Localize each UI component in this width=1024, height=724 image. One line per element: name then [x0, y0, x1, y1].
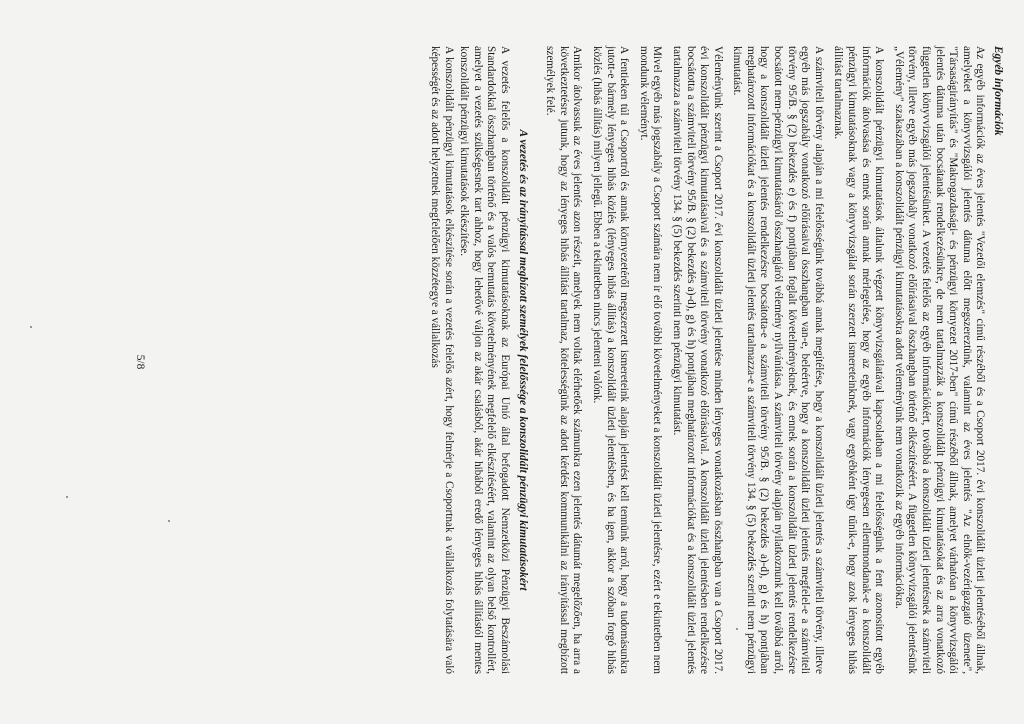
section-heading-other-information: Egyéb információk [992, 46, 1004, 136]
paragraph: Mivel egyéb más jogszabály a Csoport számára nem ír elő további követelményeket a konszolidált üzleti jelentésre, ezért e tekintetben nem mondunk véleményt. [637, 46, 664, 674]
paragraph: A vezetés felelős a konszolidált pénzügyi kimutatásoknak az Európai Unió által befogadott Nemzetközi Pénzügyi Beszámolási Standardokkal összhangban történő és a valós bemutatás követelményének megfelelő elkészítéséért, valamint az olyan belső kontrollért, amelyet a vezetés szükségesnek tart ahhoz, hogy lehetővé váljon az akár csalásból, akár hibából eredő lényeges hibás állítástól mentes konszolidált pénzügyi kimutatások elkészítése. [458, 46, 511, 674]
paragraph: Amikor átolvassuk az éves jelentés azon részeit, amelyek nem voltak elérhetőek számunkra ezen jelentés dátumát megelőzően, ha arra a következtetésre jutunk, hogy az lényeges hibás állítást tartalmaz, kötelességünk az adott kérdést kommunikálni az irányítással megbízott személyek felé. [544, 46, 584, 674]
section-heading-management-responsibility: A vezetés és az irányítással megbízott személyek felelőssége a konszolidált pénzügyi kimutatásokért [516, 129, 529, 591]
paragraph: A konszolidált pénzügyi kimutatások elkészítése során a vezetés felelős azért, hogy felmérje a Csoportnak a vállalkozás folytatására való képességét és az adott helyzetnek megfelelően közzétegye a vállalkozás [429, 46, 455, 674]
paragraph: A fentieken túl a Csoportról és annak környezetéről megszerzett ismereteink alapján jelentést kell tennünk arról, hogy a tudomásunkra jutott-e bármely lényeges hibás közlés (lényeges hibás állítás) a konszolidált üzleti jelentésben, és ha igen, akkor a szóban forgó hibás közlés (hibás állítás) milyen jellegű. Ebben a tekintetben nincs jelenteni valónk. [590, 46, 631, 674]
page-number: 5/8 [134, 354, 146, 370]
paragraph: Az egyéb információk az éves jelentés "Vezetői elemzés" című részéből és a Csoport 2017. évi konszolidált üzleti jelentéséből állnak, amelyeket a könyvvizsgálói jelentés dátuma előtt megszereztünk, valamint az éves jelentés "Az elnök-vezérigazgató üzenete", "Társaságirányítás" és "Makrogazdasági- és pénzügyi környezet 2017-ben" című részéből állnak, amelyet várhatóan a könyvvizsgálói jelentés dátuma után bocsátanak rendelkezésünkre, de nem tartalmazzák a konszolidált pénzügyi kimutatásokat és az arra vonatkozó független könyvvizsgálói jelentésünket. A vezetés felelős az egyéb információkért, továbbá a konszolidált üzleti jelentésnek a számviteli törvény, illetve egyéb más jogszabály vonatkozó előírásaival összhangban történő elkészítéséért. A független könyvvizsgálói jelentésünk „Vélemény" szakaszában a konszolidált pénzügyi kimutatásokra adott véleményünk nem vonatkozik az egyéb információkra. [892, 46, 987, 674]
page-content [425, 46, 1004, 674]
scan-speck [30, 326, 32, 328]
paragraph: A számviteli törvény alapján a mi felelősségünk továbbá annak megítélése, hogy a konszolidált üzleti jelentés a számviteli törvény, illetve egyéb más jogszabály vonatkozó előírásaival összhangban van-e, beleértve, hogy a konszolidált üzleti jelentés megfelel-e a számviteli törvény 95/B. § (2) bekezdés e) és f) pontjában foglalt követelményeknek, és ennek során a konszolidált üzleti jelentés rendelkezésre bocsátott nem-pénzügyi kimutatásáról összhangjáról vélemény nyilvánítása. A számviteli törvény alapján nyilatkoznunk kell továbbá arról, hogy a konszolidált üzleti jelentés rendelkezésre bocsátotta-e a számviteli törvény 95/B. § (2) bekezdés a)-d), g) és h) pontjában meghatározott információkat és a konszolidált üzleti jelentés tartalmazza-e a számviteli törvény 134. § (5) bekezdés szerinti nem pénzügyi kimutatást. [731, 46, 825, 674]
paragraph: A konszolidált pénzügyi kimutatások általunk végzett könyvvizsgálatával kapcsolatban a mi felelősségünk a fent azonosított egyéb információk átolvasása és ennek során annak mérlegelése, hogy az egyéb információk lényegesen ellentmondanak-e a konszolidált pénzügyi kimutatásoknak vagy a könyvvizsgálat során szerzett ismereteinknek, vagy egyébként úgy tűnik-e, hogy azok lényeges hibás állítást tartalmaznak. [832, 46, 886, 674]
paragraph: Véleményünk szerint a Csoport 2017. évi konszolidált üzleti jelentése minden lényeges vonatkozásban összhangban van a Csoport 2017. évi konszolidált pénzügyi kimutatásaival és a számviteli törvény vonatkozó előírásaival. A konszolidált üzleti jelentésben rendelkezésre bocsátotta a számviteli törvény 95/B. § (2) bekezdés a)-d), g) és h) pontjában meghatározott információkat és a konszolidált üzleti jelentés tartalmazza a számviteli törvény 134. § (5) bekezdés szerinti nem pénzügyi kimutatást. [670, 46, 724, 674]
scan-speck [736, 628, 738, 630]
scan-speck [66, 496, 68, 498]
scan-speck [168, 520, 170, 522]
